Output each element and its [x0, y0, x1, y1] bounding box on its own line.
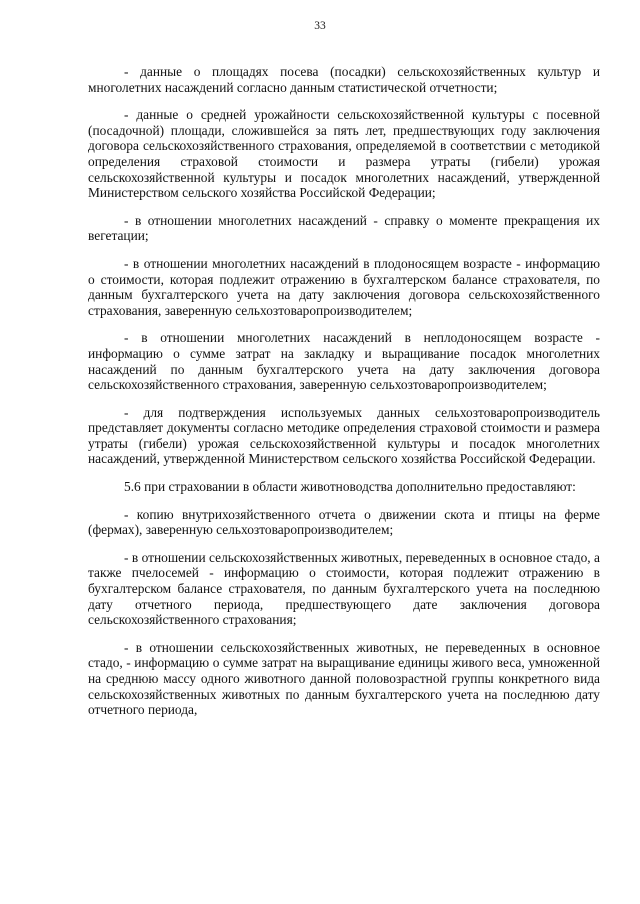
document-body — [88, 64, 600, 730]
paragraph-main-herd: - в отношении сельскохозяйственных животных, переведенных в основное стадо, а также пчелосемей - информацию о стоимости, которая подлежит отражению в бухгалтерском балансе страхователя, по данным бухгалтерского учета на последнюю дату отчетного периода, предшествующего дате заключения договора сельскохозяйственного страхования; — [88, 549, 600, 628]
paragraph-livestock-heading: 5.6 при страховании в области животноводства дополнительно предоставляют: — [124, 479, 576, 495]
paragraph-farm-report: - копию внутрихозяйственного отчета о движении скота и птицы на ферме (фермах), заверенную сельхозтоваропроизводителем; — [88, 506, 600, 538]
paragraph-vegetation-end: - в отношении многолетних насаждений - справку о моменте прекращения их вегетации; — [88, 212, 600, 244]
paragraph-average-yield: - данные о средней урожайности сельскохозяйственной культуры с посевной (посадочной) площади, сложившейся за пять лет, предшествующих году заключения договора сельскохозяйственного страхования, определяемой в соответствии с методикой определения страховой стоимости и размера утраты (гибели) урожая сельскохозяйственной культуры и посадок многолетних насаждений, утвержденной Министерством сельского хозяйства Российской Федерации; — [88, 107, 600, 201]
page-number: 33 — [314, 20, 326, 32]
paragraph-supporting-documents: - для подтверждения используемых данных сельхозтоваропроизводитель представляет документы согласно методике определения страховой стоимости и размера утраты (гибели) урожая сельскохозяйственной культуры и посадок многолетних насаждений, утвержденной Министерством сельского хозяйства Российской Федерации. — [88, 404, 600, 467]
paragraph-sown-area: - данные о площадях посева (посадки) сельскохозяйственных культур и многолетних насаждений согласно данным статистической отчетности; — [88, 64, 600, 95]
paragraph-fruiting-plantings: - в отношении многолетних насаждений в плодоносящем возрасте - информацию о стоимости, которая подлежит отражению в бухгалтерском балансе страхователя, по данным бухгалтерского учета на дату заключения договора сельскохозяйственного страхования, заверенную сельхозтоваропроизводителем; — [88, 255, 600, 318]
paragraph-nonfruiting-plantings: - в отношении многолетних насаждений в неплодоносящем возрасте - информацию о сумме затрат на закладку и выращивание посадок многолетних насаждений по данным бухгалтерского учета на дату заключения договора сельскохозяйственного страхования, заверенную сельхозтоваропроизводителем; — [88, 330, 600, 393]
paragraph-not-main-herd: - в отношении сельскохозяйственных животных, не переведенных в основное стадо, - информацию о сумме затрат на выращивание единицы живого веса, умноженной на среднюю массу одного животного данной половозрастной группы конкретного вида сельскохозяйственных животных по данным бухгалтерского учета на последнюю дату отчетного периода, — [88, 639, 600, 718]
